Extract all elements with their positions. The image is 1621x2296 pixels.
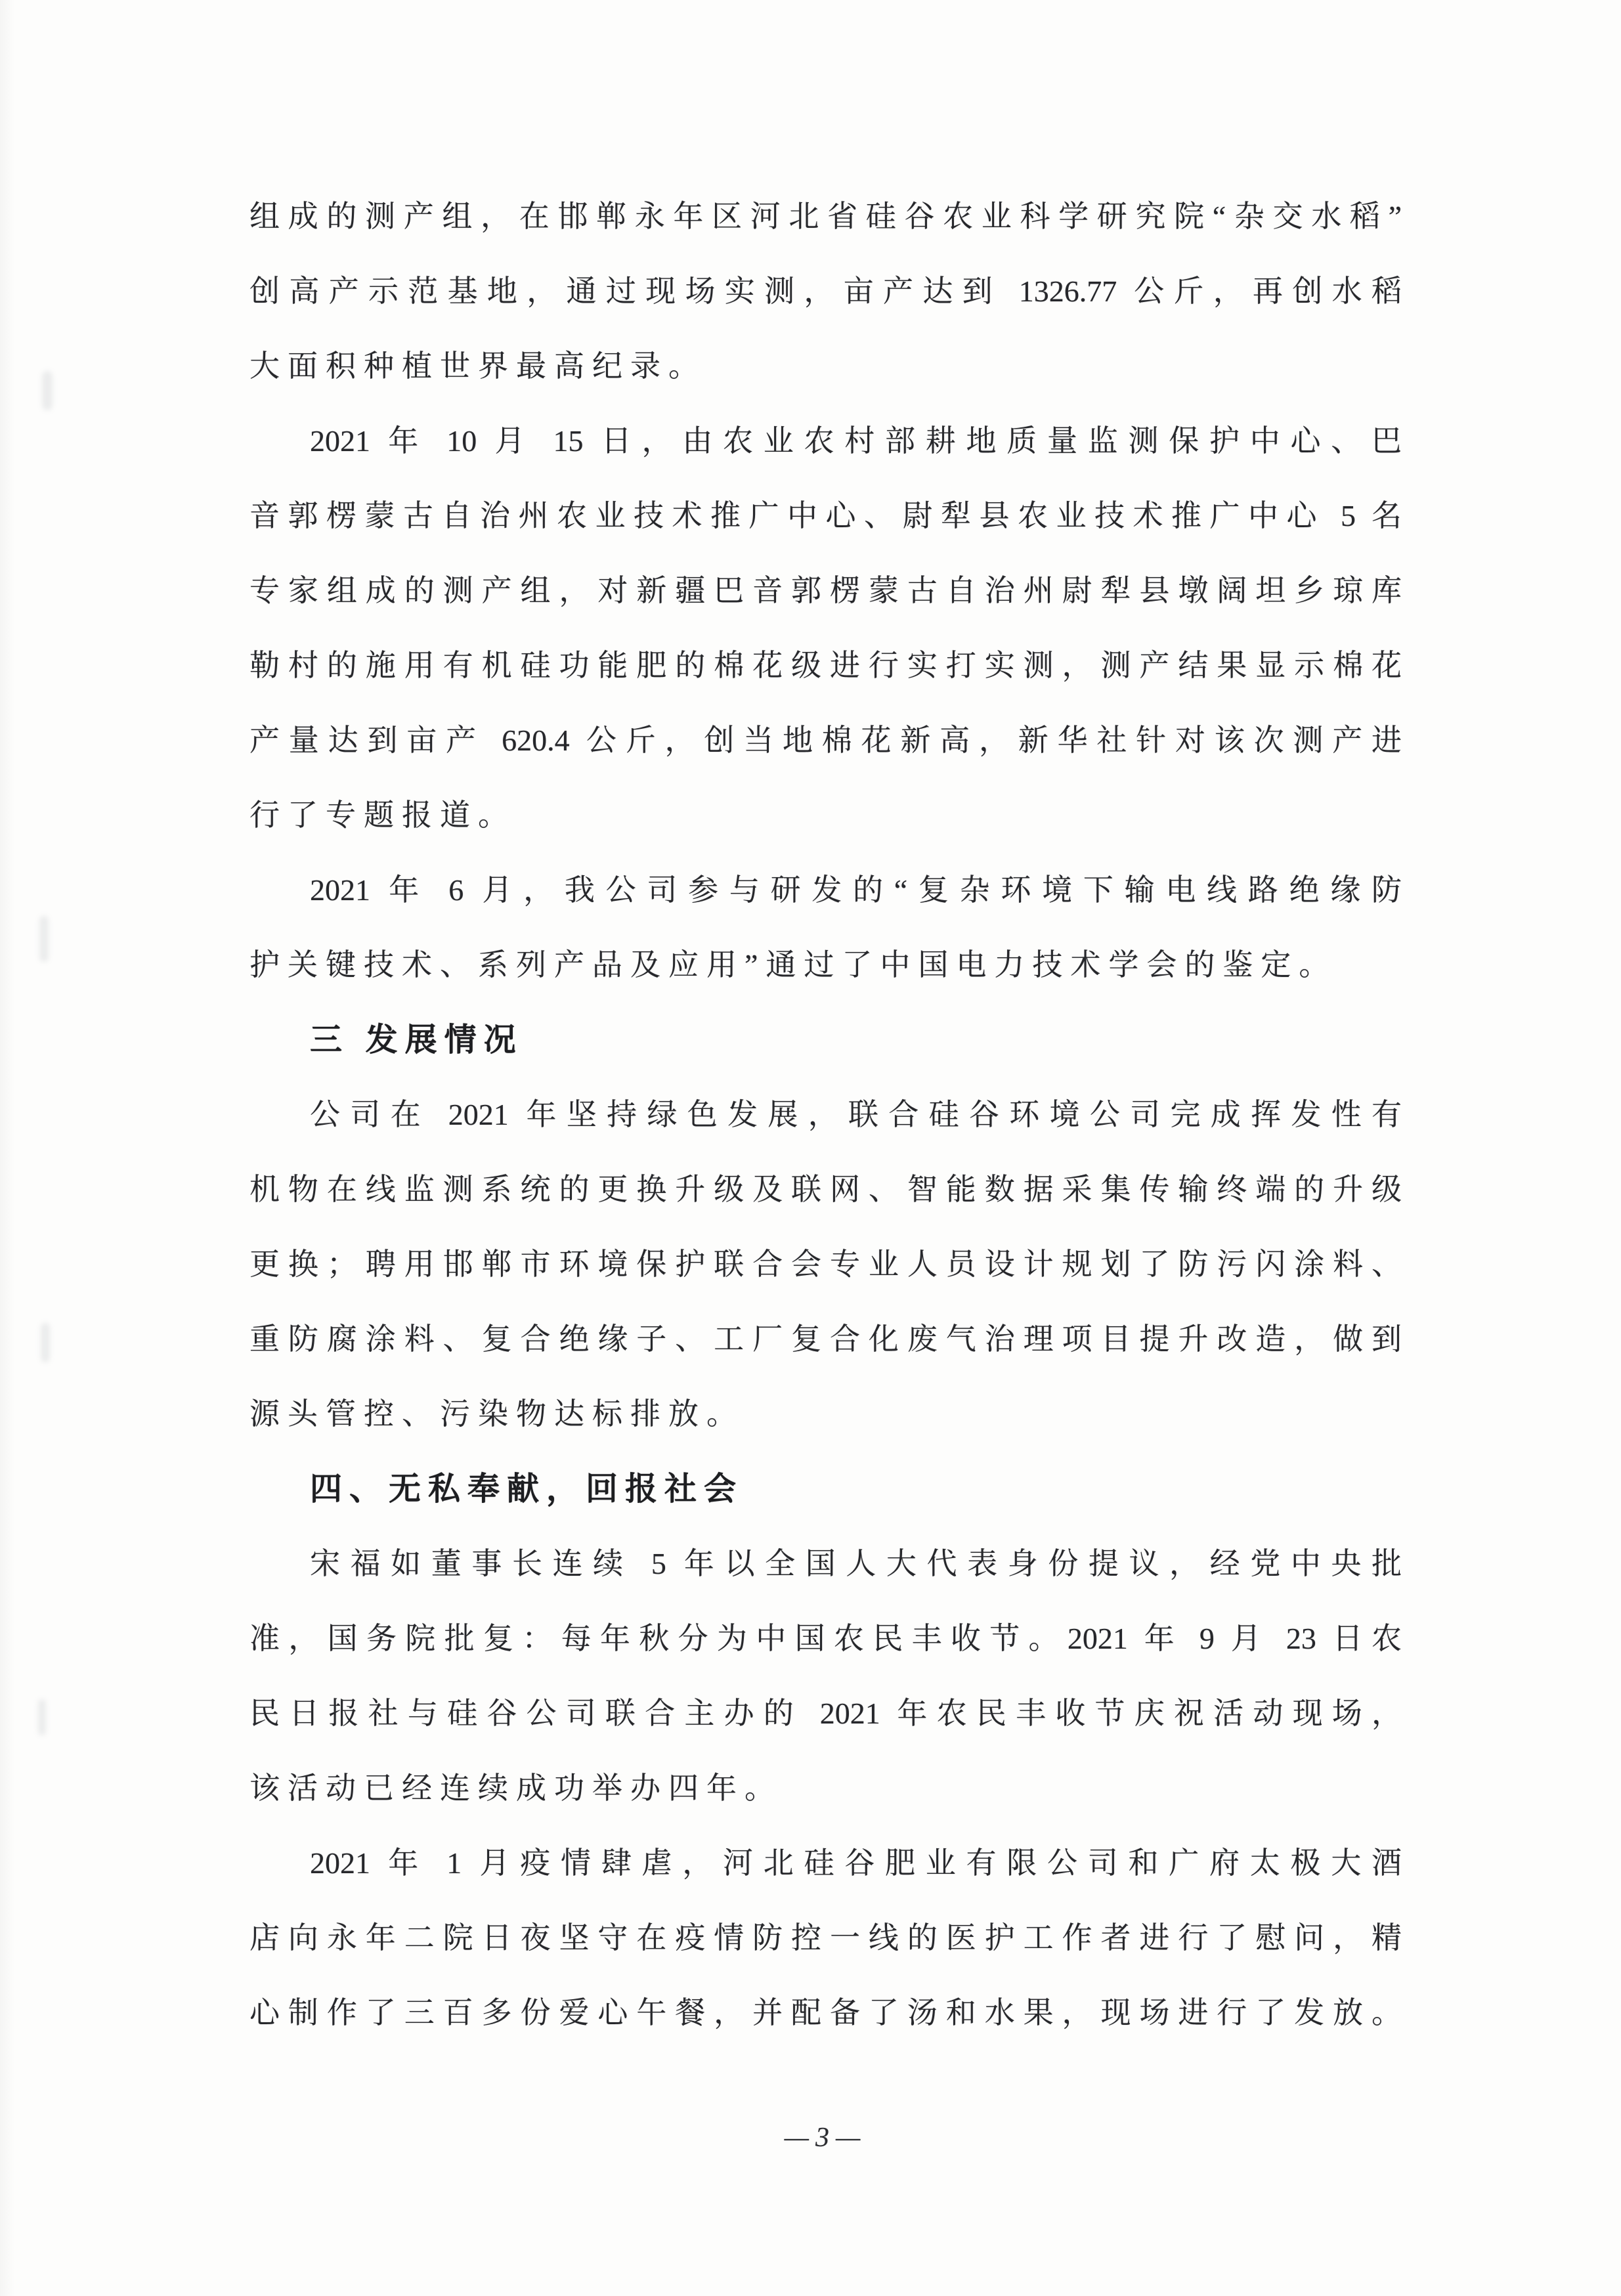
text-line: 2021 年 10 月 15 日，由农业农村部耕地质量监测保护中心、巴 bbox=[310, 424, 1402, 458]
scan-artifact bbox=[42, 371, 53, 410]
text-line: 更换；聘用邯郸市环境保护联合会专业人员设计规划了防污闪涂料、 bbox=[249, 1247, 1402, 1281]
text-line: 民日报社与硅谷公司联合主办的 2021 年农民丰收节庆祝活动现场， bbox=[249, 1697, 1402, 1730]
text-line: 机物在线监测系统的更换升级及联网、智能数据采集传输终端的升级 bbox=[249, 1173, 1402, 1206]
section-heading: 三 发展情况 bbox=[310, 1022, 523, 1058]
text-line: 该活动已经连续成功举办四年。 bbox=[249, 1771, 783, 1805]
text-line: 宋福如董事长连续 5 年以全国人大代表身份提议，经党中央批 bbox=[310, 1547, 1402, 1580]
text-line: 行了专题报道。 bbox=[249, 798, 516, 832]
text-line: 源头管控、污染物达标排放。 bbox=[249, 1397, 745, 1431]
text-line: 心制作了三百多份爱心午餐，并配备了汤和水果，现场进行了发放。 bbox=[249, 1996, 1402, 2029]
page-number: —3— bbox=[784, 2123, 867, 2153]
text-line: 公司在 2021 年坚持绿色发展，联合硅谷环境公司完成挥发性有 bbox=[310, 1098, 1402, 1131]
text-line: 音郭楞蒙古自治州农业技术推广中心、尉犁县农业技术推广中心 5 名 bbox=[249, 499, 1402, 532]
scan-artifact bbox=[41, 1323, 50, 1362]
text-line: 重防腐涂料、复合绝缘子、工厂复合化废气治理项目提升改造，做到 bbox=[249, 1322, 1402, 1356]
section-heading: 四、无私奉献，回报社会 bbox=[310, 1471, 744, 1507]
text-line: 2021 年 6 月，我公司参与研发的“复杂环境下输电线路绝缘防 bbox=[310, 873, 1402, 907]
text-line: 2021 年 1 月疫情肆虐，河北硅谷肥业有限公司和广府太极大酒 bbox=[310, 1846, 1402, 1880]
text-line: 店向永年二院日夜坚守在疫情防控一线的医护工作者进行了慰问，精 bbox=[249, 1921, 1402, 1955]
text-line: 大面积种植世界最高纪录。 bbox=[249, 349, 706, 383]
text-line: 产量达到亩产 620.4 公斤，创当地棉花新高，新华社针对该次测产进 bbox=[249, 724, 1402, 757]
document-body bbox=[249, 179, 1402, 2050]
scan-artifact bbox=[39, 916, 49, 962]
text-line: 组成的测产组，在邯郸永年区河北省硅谷农业科学研究院“杂交水稻” bbox=[249, 200, 1402, 233]
text-line: 创高产示范基地，通过现场实测，亩产达到 1326.77 公斤，再创水稻 bbox=[249, 274, 1402, 308]
scan-artifact bbox=[38, 1699, 46, 1735]
text-line: 准，国务院批复：每年秋分为中国农民丰收节。2021 年 9 月 23 日农 bbox=[249, 1622, 1402, 1655]
text-line: 专家组成的测产组，对新疆巴音郭楞蒙古自治州尉犁县墩阔坦乡琼库 bbox=[249, 574, 1402, 607]
text-line: 护关键技术、系列产品及应用”通过了中国电力技术学会的鉴定。 bbox=[249, 948, 1337, 982]
text-line: 勒村的施用有机硅功能肥的棉花级进行实打实测，测产结果显示棉花 bbox=[249, 649, 1402, 682]
